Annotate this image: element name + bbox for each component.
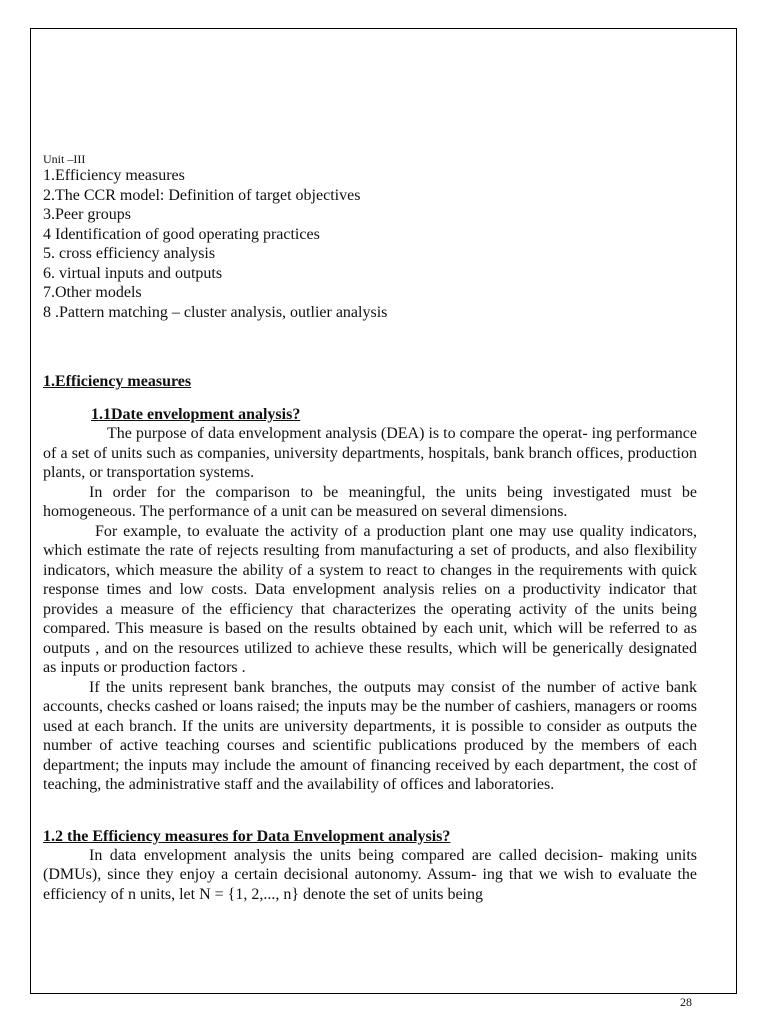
document-body — [43, 152, 697, 904]
section-heading-efficiency-measures: 1.Efficiency measures — [43, 373, 192, 390]
toc-item: 1.Efficiency measures — [43, 167, 185, 184]
toc-item: 4 Identification of good operating practices — [43, 225, 320, 243]
paragraph: The purpose of data envelopment analysis (DEA) is to compare the operat- ing performance of a set of units such as companies, university departments, hospitals, bank branch offices, production plants, or transportation systems. — [43, 425, 697, 481]
paragraph: For example, to evaluate the activity of a production plant one may use quality indicators, which estimate the rate of rejects resulting from manufacturing a set of products, and also flexibility indicators, which measure the ability of a system to react to changes in the requirements with quick response times and low costs. Data envelopment analysis relies on a productivity indicator that provides a measure of the efficiency that characterizes the operating activity of the units being compared. This measure is based on the results obtained by each unit, which will be referred to as outputs , and on the resources utilized to achieve these results, which will be generically designated as inputs or production factors . — [43, 522, 697, 676]
toc-item: 2.The CCR model: Definition of target objectives — [43, 186, 361, 204]
toc-item: 6. virtual inputs and outputs — [43, 264, 223, 282]
paragraph: In order for the comparison to be meaningful, the units being investigated must be homogeneous. The performance of a unit can be measured on several dimensions. — [43, 483, 697, 520]
toc-item: 3.Peer groups — [43, 206, 131, 223]
paragraph: In data envelopment analysis the units being compared are called decision- making units (DMUs), since they enjoy a certain decisional autonomy. Assum- ing that we wish to evaluate the efficiency of n units, let N = {1, 2,..., n} denote the set of units being — [43, 846, 697, 903]
unit-label: Unit –III — [43, 152, 86, 166]
subsection-heading-dea: 1.1Date envelopment analysis? — [91, 406, 301, 423]
toc-item: 5. cross efficiency analysis — [43, 245, 216, 262]
section-heading-dea-efficiency: 1.2 the Efficiency measures for Data Envelopment analysis? — [43, 827, 451, 845]
toc-item: 8 .Pattern matching – cluster analysis, outlier analysis — [43, 303, 388, 321]
toc-item: 7.Other models — [43, 284, 142, 301]
paragraph: If the units represent bank branches, the outputs may consist of the number of active bank accounts, checks cashed or loans raised; the inputs may be the number of cashiers, managers or rooms used at each branch. If the units are university departments, it is possible to consider as outputs the number of active teaching courses and scientific publications produced by the members of each department; the inputs may include the amount of financing received by each department, the cost of teaching, the administrative staff and the availability of offices and laboratories. — [43, 678, 698, 793]
table-of-contents — [43, 166, 697, 322]
page-number: 28 — [680, 995, 692, 1009]
